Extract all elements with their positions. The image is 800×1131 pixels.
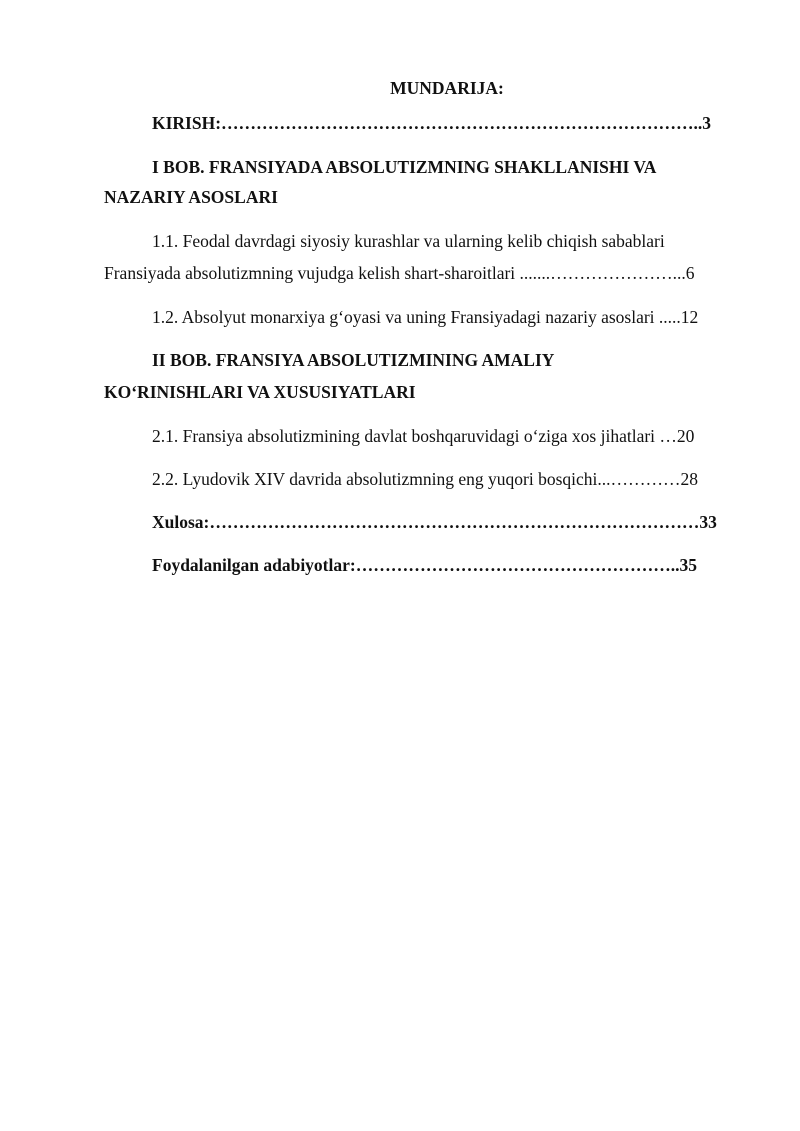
toc-chapter-1-title-line2: NAZARIY ASOSLARI xyxy=(104,187,278,207)
toc-entry-xulosa: Xulosa:…………………………………………………………………………33 xyxy=(152,512,717,532)
toc-section-2-1: 2.1. Fransiya absolutizmining davlat boshqaruvidagi o‘ziga xos jihatlari …20 xyxy=(152,426,695,446)
toc-chapter-2-title-line1: II BOB. FRANSIYA ABSOLUTIZMINING AMALIY xyxy=(152,350,555,370)
toc-chapter-2-title-line2: KO‘RINISHLARI VA XUSUSIYATLARI xyxy=(104,382,416,402)
toc-title: MUNDARIJA: xyxy=(390,78,504,98)
toc-section-1-2: 1.2. Absolyut monarxiya g‘oyasi va uning Fransiyadagi nazariy asoslari .....12 xyxy=(152,307,699,327)
toc-entry-adabiyotlar: Foydalanilgan adabiyotlar:………………………………………………..35 xyxy=(152,555,697,575)
toc-chapter-1-title-line1: I BOB. FRANSIYADA ABSOLUTIZMNING SHAKLLANISHI VA xyxy=(152,157,657,177)
toc-section-1-1-line2: Fransiyada absolutizmning vujudga kelish shart-sharoitlari .......…………………...6 xyxy=(104,263,695,283)
toc-section-1-1-line1: 1.1. Feodal davrdagi siyosiy kurashlar va ularning kelib chiqish sabablari xyxy=(152,231,665,251)
toc-entry-kirish: KIRISH:………………………………………………………………………..3 xyxy=(152,113,712,133)
toc-section-2-2: 2.2. Lyudovik XIV davrida absolutizmning eng yuqori bosqichi...…………28 xyxy=(152,469,699,489)
